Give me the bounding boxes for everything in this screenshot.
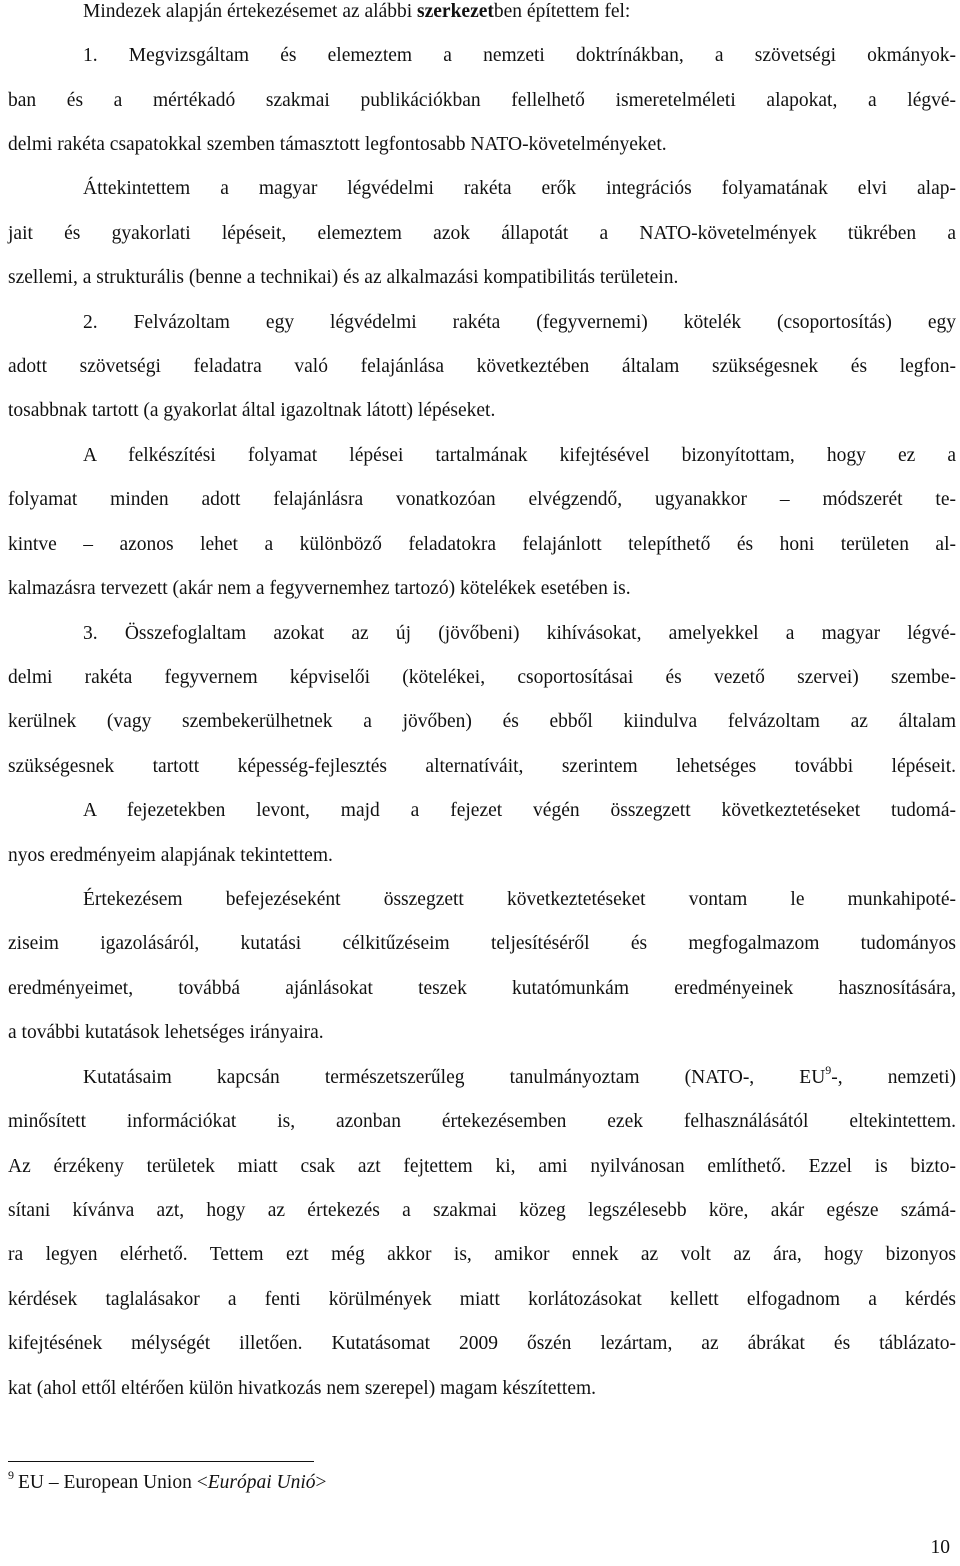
text-line: Áttekintettem a magyar légvédelmi rakéta erők integrációs folyamatának elvi alap-	[83, 178, 956, 199]
footnote	[8, 1468, 327, 1496]
text-line: 2. Felvázoltam egy légvédelmi rakéta (fegyvernemi) kötelék (csoportosítás) egy	[83, 312, 956, 333]
text-line: ra legyen elérhető. Tettem ezt még akkor is, amikor ennek az volt az ára, hogy bizonyos	[8, 1244, 956, 1265]
text-line: delmi rakéta fegyvernem képviselői (kötelékei, csoportosításai és vezető szervei) szembe-	[8, 667, 956, 688]
text-span: -, nemzeti)	[831, 1067, 956, 1088]
text-span: Mindezek alapján értekezésemet az alábbi	[83, 1, 418, 22]
footnote-italic-text: Európai Unió	[207, 1472, 316, 1493]
footnote-text: EU – European Union <	[18, 1472, 208, 1493]
text-span: ben építettem fel:	[493, 1, 631, 22]
text-line: A felkészítési folyamat lépései tartalmának kifejtésével bizonyítottam, hogy ez a	[83, 445, 956, 466]
footnote-close: >	[315, 1472, 327, 1493]
text-line: kifejtésének mélységét illetően. Kutatásomat 2009 őszén lezártam, az ábrákat és táblázato-	[8, 1333, 956, 1354]
text-line: ziseim igazolásáról, kutatási célkitűzéseim teljesítéséről és megfogalmazom tudományos	[8, 933, 956, 954]
text-line: szellemi, a strukturális (benne a technikai) és az alkalmazási kompatibilitás területein.	[8, 267, 679, 288]
text-line: eredményeimet, továbbá ajánlásokat teszek kutatómunkám eredményeinek hasznosítására,	[8, 978, 956, 999]
text-line: sítani kívánva azt, hogy az értekezés a szakmai közeg legszélesebb köre, akár egésze számá-	[8, 1200, 956, 1221]
text-line: A fejezetekben levont, majd a fejezet végén összegzett következtetéseket tudomá-	[83, 800, 956, 821]
text-line: minősített információkat is, azonban értekezésemben ezek felhasználásától eltekintettem.	[8, 1111, 956, 1132]
text-line: Értekezésem befejezéseként összegzett következtetéseket vontam le munkahipoté-	[83, 889, 956, 910]
text-line: adott szövetségi feladatra való felajánlása következtében általam szükségesnek és legfon-	[8, 356, 956, 377]
text-line: nyos eredményeim alapjának tekintettem.	[8, 845, 333, 866]
text-line: kalmazásra tervezett (akár nem a fegyvernemhez tartozó) kötelékek esetében is.	[8, 578, 631, 599]
text-line: delmi rakéta csapatokkal szemben támasztott legfontosabb NATO-követelményeket.	[8, 134, 667, 155]
text-line: a további kutatások lehetséges irányaira.	[8, 1022, 324, 1043]
footnote-separator	[8, 1461, 314, 1462]
text-line: 1. Megvizsgáltam és elemeztem a nemzeti doktrínákban, a szövetségi okmányok-	[83, 45, 956, 66]
text-line: szükségesnek tartott képesség-fejlesztés alternatíváit, szerintem lehetséges további lépéseit.	[8, 756, 956, 777]
text-line: Az érzékeny területek miatt csak azt fejtettem ki, ami nyilvánosan említhető. Ezzel is bizto-	[8, 1156, 956, 1177]
text-line: kat (ahol ettől eltérően külön hivatkozás nem szerepel) magam készítettem.	[8, 1378, 597, 1399]
text-line: 3. Összefoglaltam azokat az új (jövőbeni) kihívásokat, amelyekkel a magyar légvé-	[83, 623, 956, 644]
text-span: Kutatásaim kapcsán természetszerűleg tanulmányoztam (NATO-, EU	[83, 1067, 826, 1088]
text-line: kerülnek (vagy szembekerülhetnek a jövőben) és ebből kiindulva felvázoltam az általam	[8, 711, 956, 732]
text-line	[83, 0, 956, 24]
text-line: ban és a mértékadó szakmai publikációkban fellelhető ismeretelméleti alapokat, a légvé-	[8, 90, 956, 111]
bold-keyword: szerkezet	[417, 1, 494, 22]
text-line: folyamat minden adott felajánlásra vonatkozóan elvégzendő, ugyanakkor – módszerét te-	[8, 489, 956, 510]
footnote-number: 9	[8, 1468, 14, 1482]
page-number: 10	[930, 1537, 950, 1558]
text-line: kintve – azonos lehet a különböző feladatokra felajánlott telepíthető és honi területen al-	[8, 534, 956, 555]
footnote-reference[interactable]: 9	[825, 1063, 832, 1077]
text-line: tosabbnak tartott (a gyakorlat által igazoltnak látott) lépéseket.	[8, 400, 496, 421]
text-line	[83, 1063, 956, 1091]
text-line: kérdések taglalásakor a fenti körülmények miatt korlátozásokat kellett elfogadnom a kérdés	[8, 1289, 956, 1310]
text-line: jait és gyakorlati lépéseit, elemeztem azok állapotát a NATO-követelmények tükrében a	[8, 223, 956, 244]
